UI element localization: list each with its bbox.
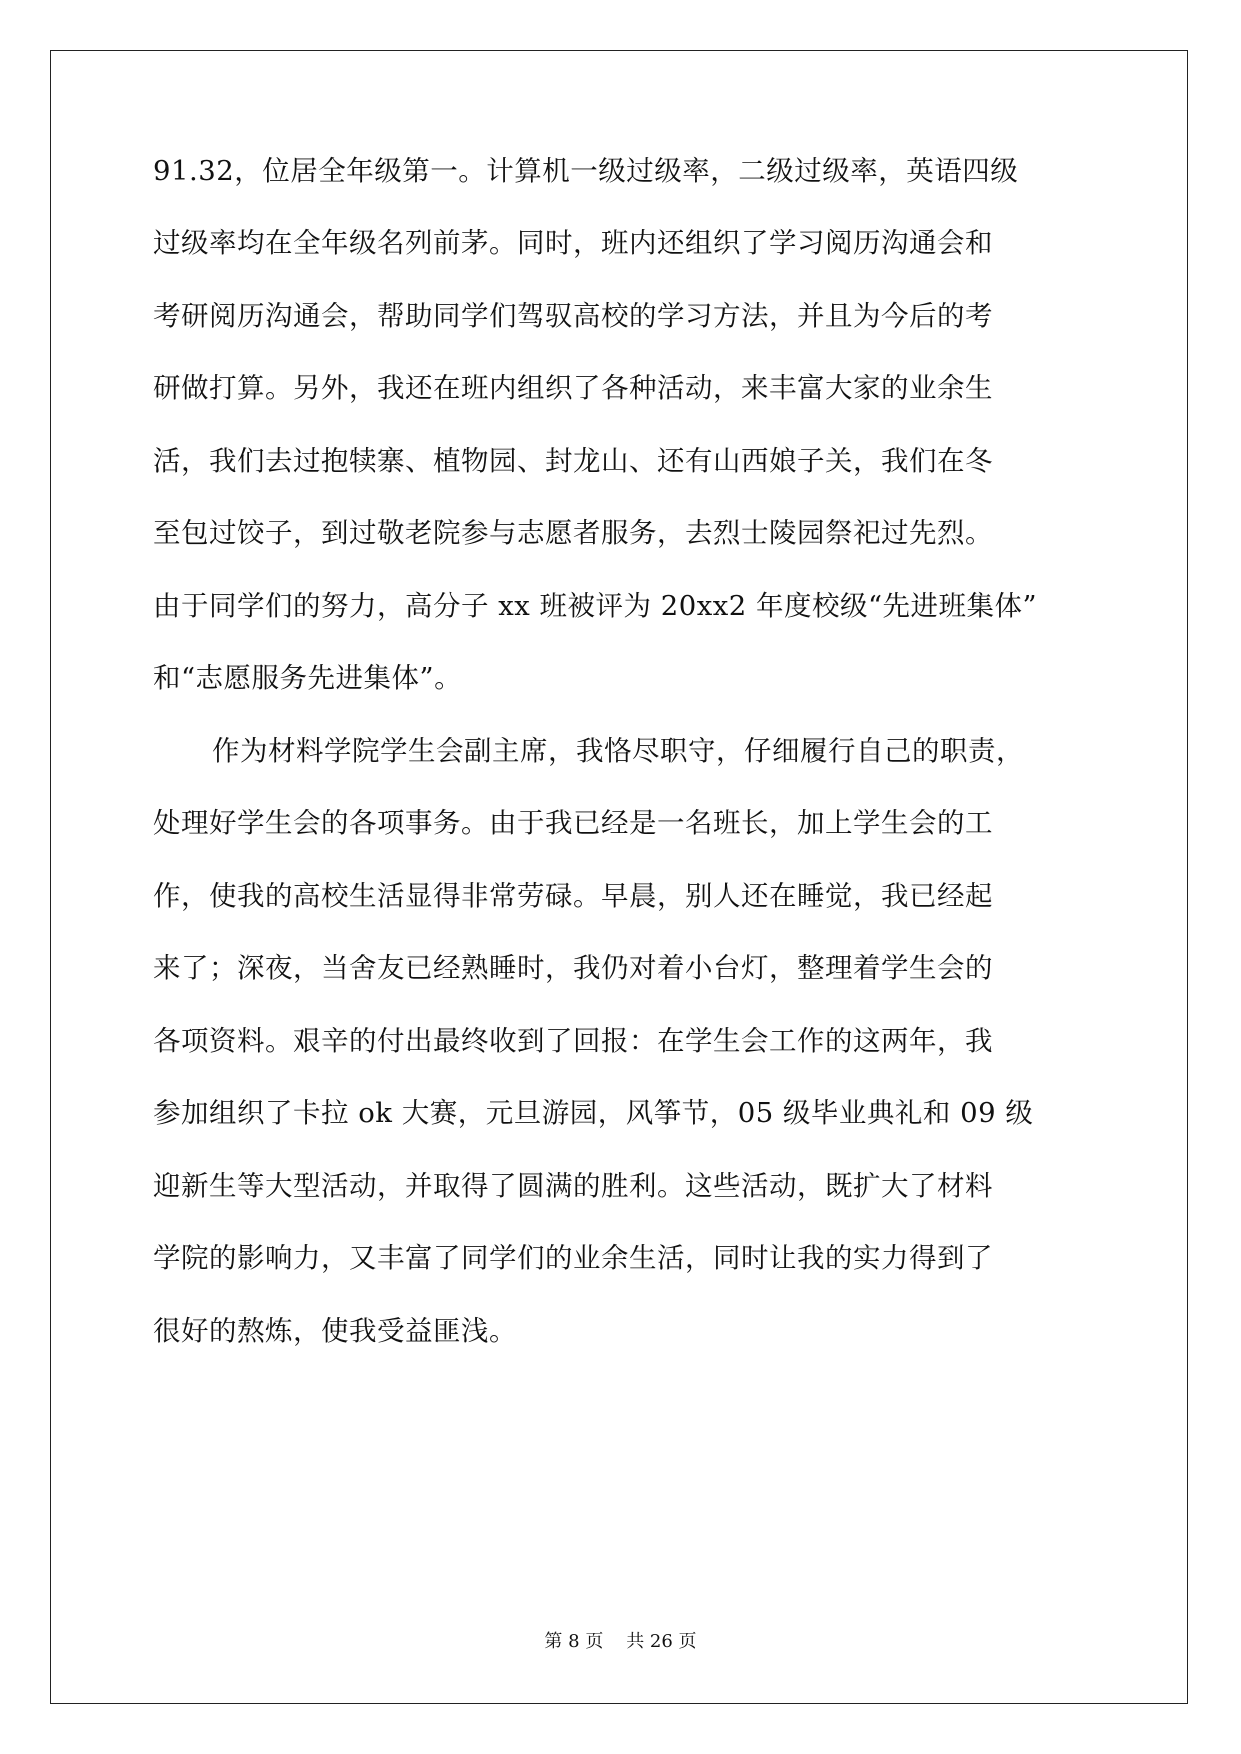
page-number-footer: 第 8 页 共 26 页 xyxy=(544,1631,697,1652)
text-line: 活，我们去过抱犊寨、植物园、封龙山、还有山西娘子关，我们在冬 xyxy=(153,445,993,477)
text-line: 考研阅历沟通会，帮助同学们驾驭高校的学习方法，并且为今后的考 xyxy=(153,300,993,332)
text-line: 过级率均在全年级名列前茅。同时，班内还组织了学习阅历沟通会和 xyxy=(153,227,993,259)
text-line: 研做打算。另外，我还在班内组织了各种活动，来丰富大家的业余生 xyxy=(153,372,993,404)
text-line: 作，使我的高校生活显得非常劳碌。早晨，别人还在睡觉，我已经起 xyxy=(153,880,993,912)
text-line: 由于同学们的努力，高分子 xx 班被评为 20xx2 年度校级“先进班集体” xyxy=(153,590,1038,622)
text-line: 各项资料。艰辛的付出最终收到了回报：在学生会工作的这两年，我 xyxy=(153,1025,993,1057)
page-border xyxy=(50,50,1188,1704)
text-line: 和“志愿服务先进集体”。 xyxy=(153,662,463,694)
text-line: 来了；深夜，当舍友已经熟睡时，我仍对着小台灯，整理着学生会的 xyxy=(153,952,993,984)
text-line: 迎新生等大型活动，并取得了圆满的胜利。这些活动，既扩大了材料 xyxy=(153,1170,993,1202)
text-line: 处理好学生会的各项事务。由于我已经是一名班长，加上学生会的工 xyxy=(153,807,993,839)
text-line: 至包过饺子，到过敬老院参与志愿者服务，去烈士陵园祭祀过先烈。 xyxy=(153,517,993,549)
text-line: 很好的熬炼，使我受益匪浅。 xyxy=(153,1315,517,1347)
text-line: 学院的影响力，又丰富了同学们的业余生活，同时让我的实力得到了 xyxy=(153,1242,993,1274)
text-line: 91.32，位居全年级第一。计算机一级过级率，二级过级率，英语四级 xyxy=(153,155,1019,187)
paragraph-indent-line: 作为材料学院学生会副主席，我恪尽职守，仔细履行自己的职责， xyxy=(212,735,1024,767)
text-line: 参加组织了卡拉 ok 大赛，元旦游园，风筝节，05 级毕业典礼和 09 级 xyxy=(153,1097,1034,1129)
